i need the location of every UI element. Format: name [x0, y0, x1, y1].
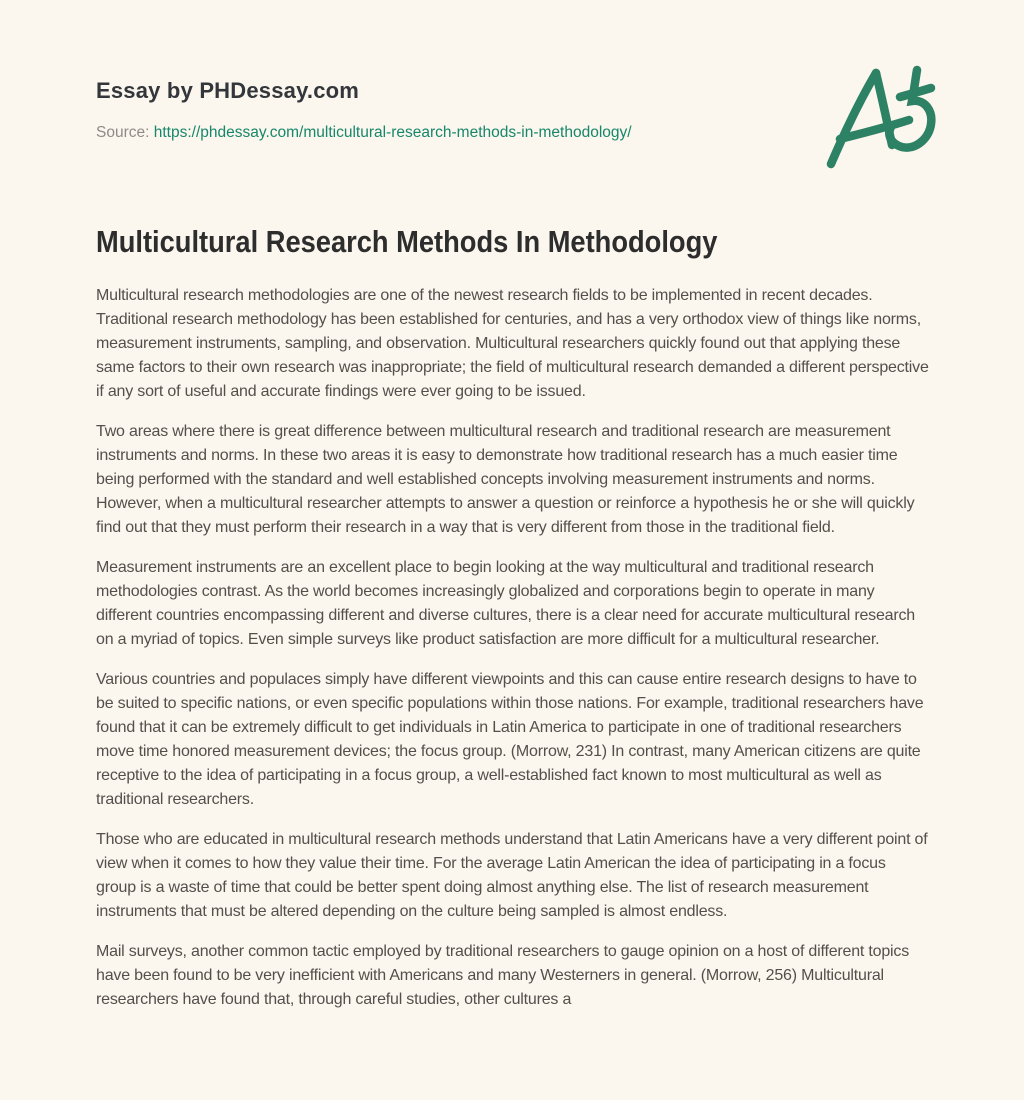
- source-line: [96, 124, 632, 142]
- essay-body: [96, 284, 929, 1028]
- essay-paragraph: Measurement instruments are an excellent place to begin looking at the way multicultural and traditional research methodologies contrast. As the world becomes increasingly globalized and corporations begin to operate in many different countries encompassing different and diverse cultures, there is a clear need for accurate multicultural research on a myriad of topics. Even simple surveys like product satisfaction are more difficult for a multicultural researcher.: [96, 559, 916, 648]
- essay-title: Multicultural Research Methods In Methodology: [96, 224, 718, 259]
- source-label: Source:: [96, 124, 150, 141]
- essay-paragraph: Those who are educated in multicultural research methods understand that Latin Americans have a very different point of view when it comes to how they value their time. For the average Latin American the idea of participating in a focus group is a waste of time that could be better spent doing almost anything else. The list of research measurement instruments that must be altered depending on the culture being sampled is almost endless.: [96, 831, 928, 920]
- essay-paragraph: Various countries and populaces simply have different viewpoints and this can cause entire research designs to have to be suited to specific nations, or even specific populations within those nations. For example, traditional researchers have found that it can be extremely difficult to get individuals in Latin America to participate in one of traditional researchers move time honored measurement devices; the focus group. (Morrow, 231) In contrast, many American citizens are quite receptive to the idea of participating in a focus group, a well-established fact known to most multicultural as well as traditional researchers.: [96, 671, 924, 808]
- essay-paragraph: Multicultural research methodologies are one of the newest research fields to be implemented in recent decades. Traditional research methodology has been established for centuries, and has a very orthodox view of things like norms, measurement instruments, sampling, and observation. Multicultural researchers quickly found out that applying these same factors to their own research was inappropriate; the field of multicultural research demanded a different perspective if any sort of useful and accurate findings were ever going to be issued.: [96, 287, 929, 400]
- essay-paragraph: Mail surveys, another common tactic employed by traditional researchers to gauge opinion on a host of different topics have been found to be very inefficient with Americans and many Westerners in general. (Morrow, 256) Multicultural researchers have found that, through careful studies, other cultures a: [96, 943, 910, 1008]
- phdessay-a-plus-logo-icon: [818, 57, 938, 177]
- essay-paragraph: Two areas where there is great difference between multicultural research and traditional research are measurement instruments and norms. In these two areas it is easy to demonstrate how traditional research has a much easier time being performed with the standard and well established concepts involving measurement instruments and norms. However, when a multicultural researcher attempts to answer a question or reinforce a hypothesis he or she will quickly find out that they must perform their research in a way that is very different from those in the traditional field.: [96, 423, 915, 536]
- source-url-link[interactable]: https://phdessay.com/multicultural-research-methods-in-methodology/: [153, 124, 632, 141]
- essay-byline: Essay by PHDessay.com: [96, 78, 360, 103]
